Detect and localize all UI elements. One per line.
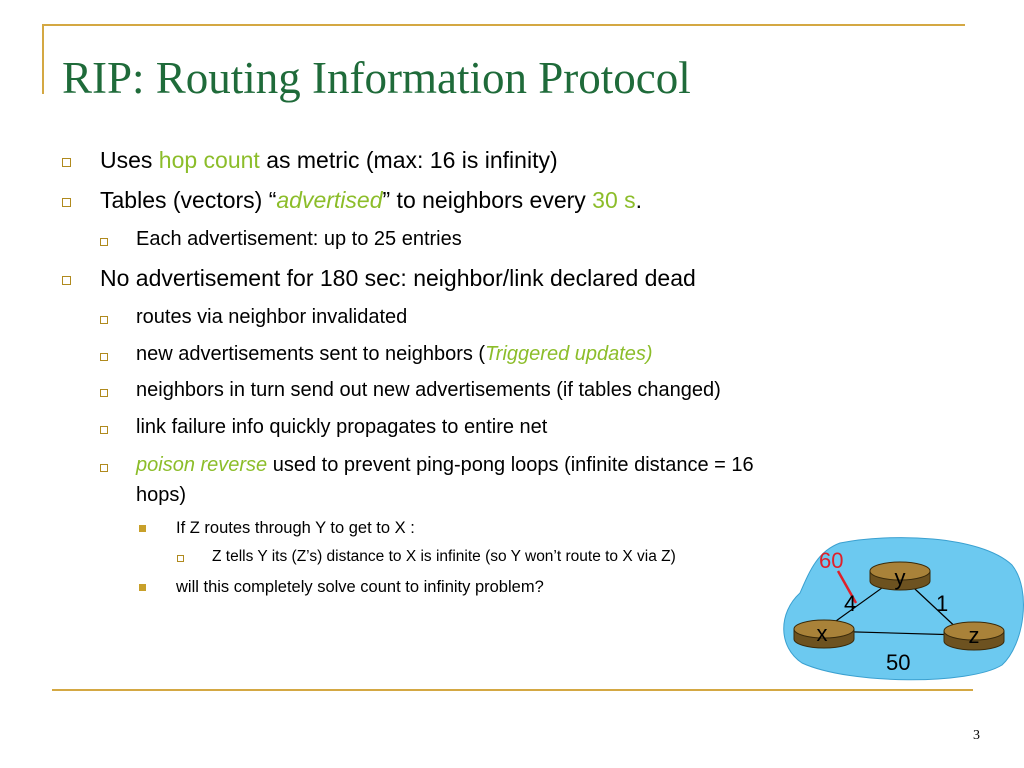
router-y — [870, 562, 930, 590]
hollow-square-bullet-icon — [62, 198, 71, 207]
bullet-text: No advertisement for 180 sec: neighbor/link declared dead — [100, 265, 696, 291]
highlight-30s: 30 s — [592, 187, 636, 213]
sub-bullet-link-failure — [100, 412, 547, 442]
bullet-text: link failure info quickly propagates to entire net — [136, 416, 548, 438]
highlight-poison-reverse: poison reverse — [136, 454, 268, 476]
bullet-text: new advertisements sent to neighbors (Triggered updates) — [136, 343, 653, 365]
hollow-square-bullet-icon — [100, 426, 108, 434]
hollow-square-bullet-icon — [100, 238, 108, 246]
hollow-square-bullet-icon — [100, 353, 108, 361]
sub-sub-sub-bullet-z-tells-y — [177, 545, 676, 569]
link-cost-y-z: 1 — [936, 591, 949, 616]
link-cost-x-z: 50 — [886, 650, 911, 675]
filled-square-bullet-icon — [139, 584, 146, 591]
bullet-text: neighbors in turn send out new advertisements (if tables changed) — [136, 379, 721, 401]
highlight-hop-count: hop count — [158, 147, 260, 173]
sub-sub-bullet-count-to-infinity — [139, 574, 544, 600]
sub-bullet-triggered-updates — [100, 339, 653, 369]
bullet-text: If Z routes through Y to get to X : — [176, 519, 415, 537]
bullet-text: Uses hop count as metric (max: 16 is infinity) — [100, 147, 558, 173]
bullet-text: Tables (vectors) “advertised” to neighbors every 30 s. — [100, 187, 643, 213]
sub-sub-bullet-z-routes — [139, 515, 415, 541]
hollow-square-bullet-icon — [62, 158, 71, 167]
hollow-square-bullet-icon — [177, 555, 184, 562]
hollow-square-bullet-icon — [62, 276, 71, 285]
changed-cost-label: 60 — [819, 548, 844, 573]
bullet-hop-count — [62, 144, 558, 176]
router-z — [944, 622, 1004, 650]
sub-bullet-routes-invalidated — [100, 302, 407, 332]
slide-title: RIP: Routing Information Protocol — [62, 53, 691, 103]
link-cost-x-y: 4 — [844, 591, 857, 616]
hollow-square-bullet-icon — [100, 316, 108, 324]
bullet-text: Z tells Y its (Z’s) distance to X is infinite (so Y won’t route to X via Z) — [212, 548, 676, 565]
router-x — [794, 620, 854, 648]
bullet-text: poison reverse used to prevent ping-pong loops (infinite distance = 16 hops) — [136, 454, 754, 506]
highlight-triggered-updates: Triggered updates) — [485, 343, 653, 365]
node-label-y: y — [894, 565, 906, 590]
network-diagram — [780, 535, 1024, 685]
bullet-tables-advertised — [62, 184, 642, 216]
footer-rule — [52, 689, 973, 691]
bullet-180-sec — [62, 262, 696, 294]
sub-bullet-25-entries — [100, 224, 462, 254]
bullet-text: routes via neighbor invalidated — [136, 306, 408, 328]
hollow-square-bullet-icon — [100, 389, 108, 397]
hollow-square-bullet-icon — [100, 464, 108, 472]
node-label-x: x — [816, 621, 828, 646]
sub-bullet-poison-reverse — [100, 450, 754, 510]
bullet-text: Each advertisement: up to 25 entries — [136, 228, 462, 250]
page-number: 3 — [973, 728, 980, 743]
bullet-text: will this completely solve count to infinity problem? — [176, 578, 544, 596]
title-frame-left-rule — [42, 24, 44, 94]
highlight-advertised: advertised — [276, 187, 383, 213]
filled-square-bullet-icon — [139, 525, 146, 532]
node-label-z: z — [968, 623, 980, 648]
title-frame-top-rule — [42, 24, 965, 26]
sub-bullet-neighbors-in-turn — [100, 375, 721, 405]
